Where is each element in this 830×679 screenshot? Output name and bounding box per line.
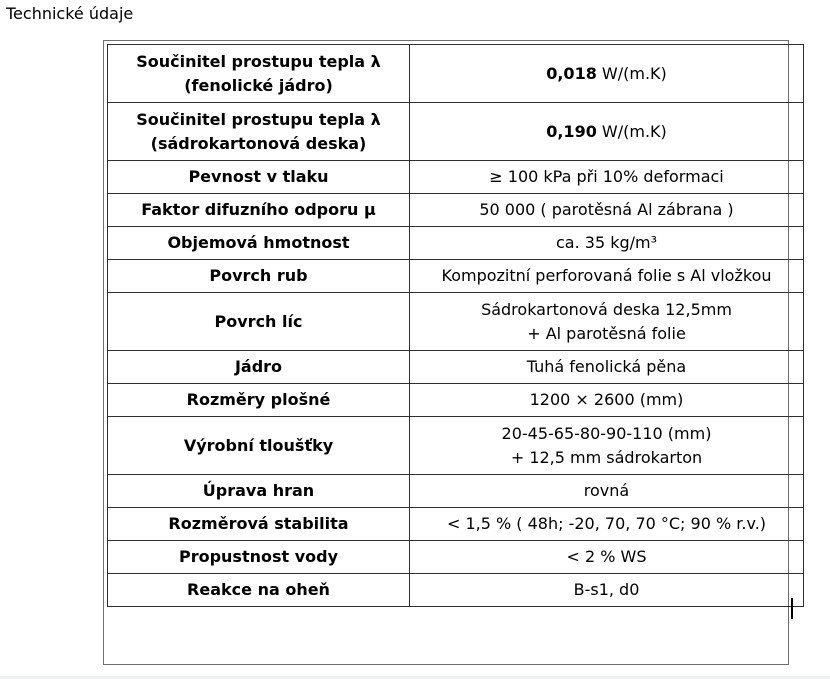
row-label [108, 45, 410, 103]
table-row [108, 293, 804, 351]
label-line: (fenolické jádro) [184, 75, 333, 95]
row-value: ≥ 100 kPa při 10% deformaci [410, 161, 804, 194]
table-row [108, 260, 804, 293]
table-row [108, 103, 804, 161]
row-value: B-s1, d0 [410, 574, 804, 607]
row-label: Povrch rub [108, 260, 410, 293]
label-line: Součinitel prostupu tepla λ [136, 109, 381, 129]
table-row [108, 475, 804, 508]
row-value: ca. 35 kg/m³ [410, 227, 804, 260]
table-row [108, 194, 804, 227]
row-value [410, 45, 804, 103]
value-number: 0,190 [546, 121, 597, 141]
row-value: 50 000 ( parotěsná Al zábrana ) [410, 194, 804, 227]
row-label: Propustnost vody [108, 541, 410, 574]
row-label: Faktor difuzního odporu μ [108, 194, 410, 227]
row-label [108, 103, 410, 161]
table-row [108, 45, 804, 103]
row-label: Reakce na oheň [108, 574, 410, 607]
value-unit: W/(m.K) [596, 63, 667, 83]
row-label: Rozměrová stabilita [108, 508, 410, 541]
value-number: 0,018 [546, 63, 597, 83]
section-title: Technické údaje [6, 4, 134, 23]
table-row [108, 541, 804, 574]
row-label: Jádro [108, 351, 410, 384]
label-line: (sádrokartonová deska) [150, 133, 367, 153]
technical-data-table [107, 44, 804, 607]
value-line: Sádrokartonová deska 12,5mm [481, 299, 732, 319]
table-row [108, 161, 804, 194]
label-line: Součinitel prostupu tepla λ [136, 51, 381, 71]
row-value: Tuhá fenolická pěna [410, 351, 804, 384]
row-label: Objemová hmotnost [108, 227, 410, 260]
row-value: < 1,5 % ( 48h; -20, 70, 70 °C; 90 % r.v.) [410, 508, 804, 541]
value-line: + Al parotěsná folie [527, 323, 686, 343]
table-row [108, 384, 804, 417]
row-label: Úprava hran [108, 475, 410, 508]
row-label: Rozměry plošné [108, 384, 410, 417]
table-row [108, 351, 804, 384]
text-cursor-mark [791, 598, 793, 619]
value-unit: W/(m.K) [596, 121, 667, 141]
value-line: 20-45-65-80-90-110 (mm) [501, 423, 712, 443]
row-value: < 2 % WS [410, 541, 804, 574]
row-value [410, 103, 804, 161]
row-label: Povrch líc [108, 293, 410, 351]
table-row [108, 417, 804, 475]
row-label: Výrobní tloušťky [108, 417, 410, 475]
table-row [108, 508, 804, 541]
table-row [108, 227, 804, 260]
row-value: rovná [410, 475, 804, 508]
table-row [108, 574, 804, 607]
row-value [410, 293, 804, 351]
row-value [410, 417, 804, 475]
row-value: Kompozitní perforovaná folie s Al vložkou [410, 260, 804, 293]
row-value: 1200 × 2600 (mm) [410, 384, 804, 417]
row-label: Pevnost v tlaku [108, 161, 410, 194]
value-line: + 12,5 mm sádrokarton [510, 447, 703, 467]
